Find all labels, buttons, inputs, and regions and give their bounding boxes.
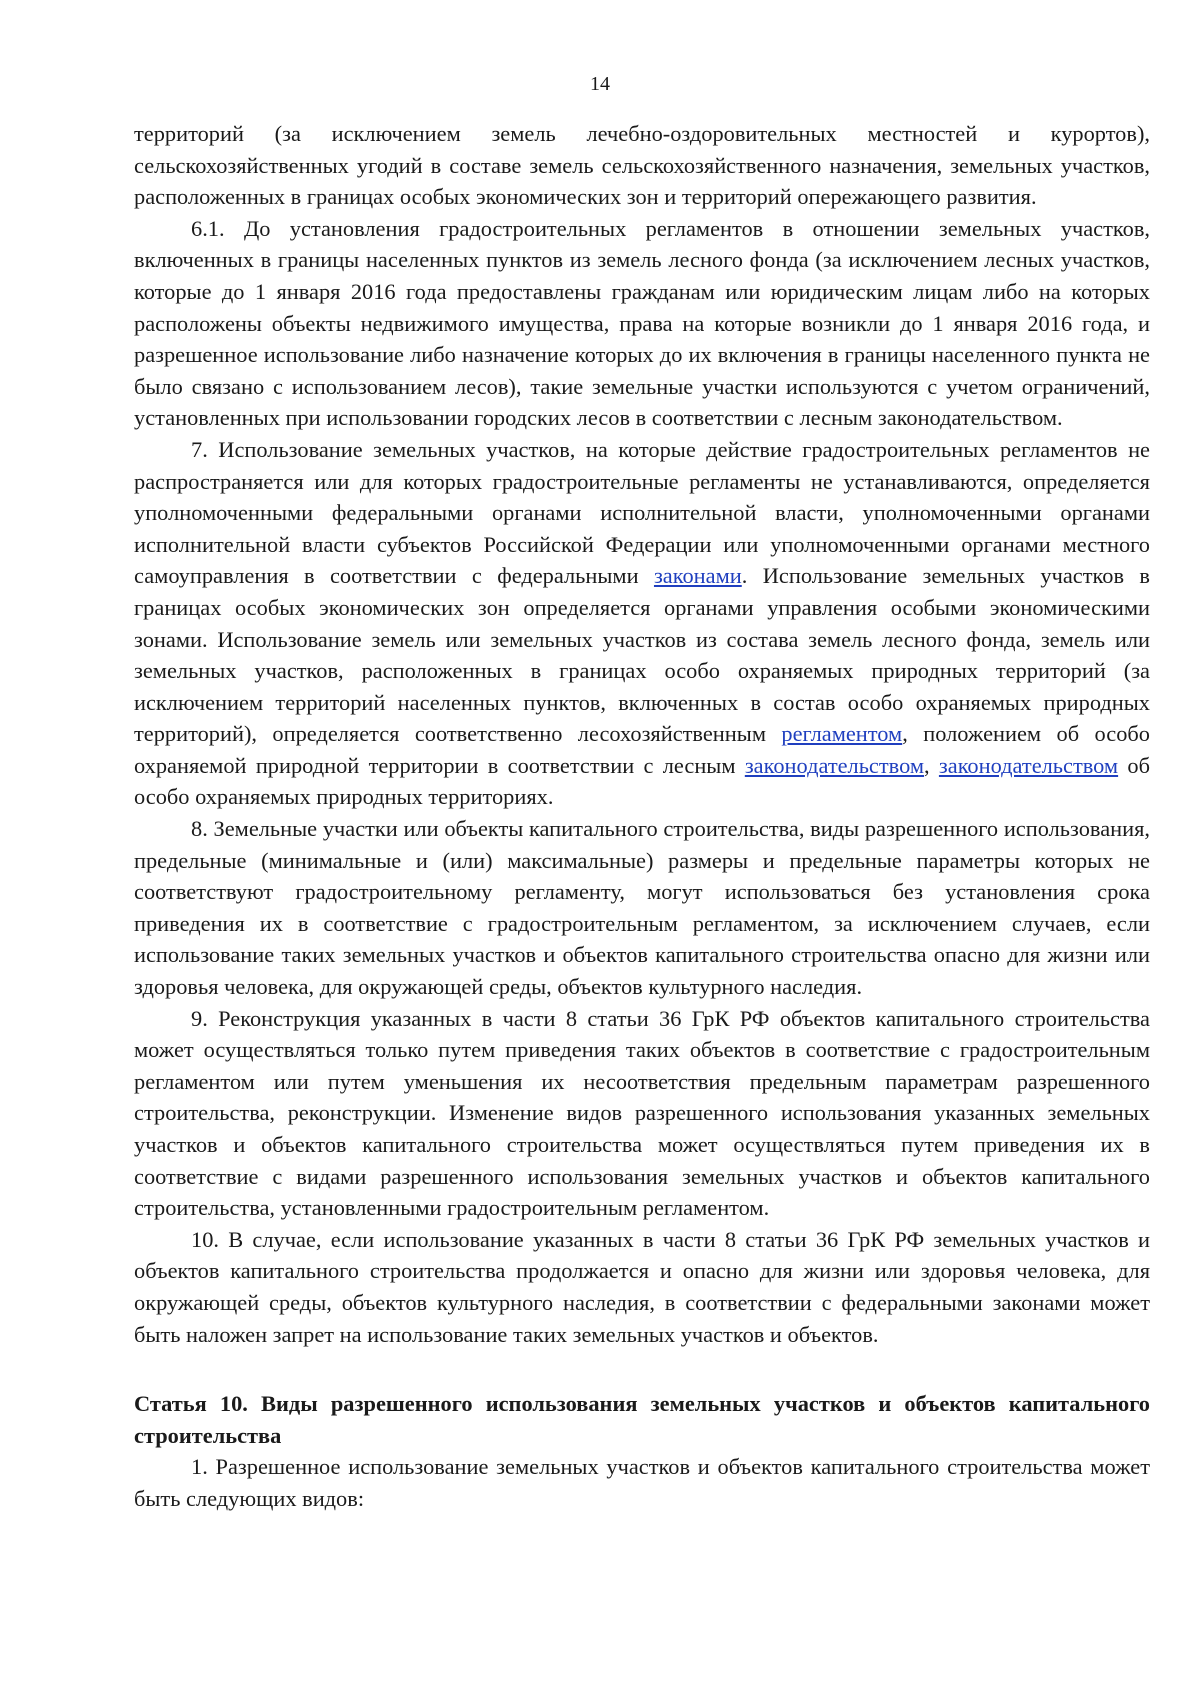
- article-10-paragraph-1: 1. Разрешенное использование земельных участков и объектов капитального строительства может быть следующих видов:: [134, 1454, 1150, 1511]
- paragraph-6-1: 6.1. До установления градостроительных регламентов в отношении земельных участков, включенных в границы населенных пунктов из земель лесного фонда (за исключением лесных участков, которые до 1 января 2016 года предоставлены гражданам или юридическим лицам либо на которых расположены объекты недвижимого имущества, права на которые возникли до 1 января 2016 года, и разрешенное использование либо назначение которых до их включения в границы населенного пункта не было связано с использованием лесов), такие земельные участки используются с учетом ограничений, установленных при использовании городских лесов в соответствии с лесным законодательством.: [134, 215, 1150, 431]
- paragraph-continuation: территорий (за исключением земель лечебно-оздоровительных местностей и курортов), сельскохозяйственных угодий в составе земель сельскохозяйственного назначения, земельных участков, расположенных в границах особых экономических зон и территорий опережающего развития.: [134, 121, 1150, 210]
- link-zakonami[interactable]: законами: [653, 563, 742, 589]
- link-reglamentom[interactable]: регламентом: [781, 721, 903, 747]
- paragraph-7-text-d: ,: [924, 752, 939, 778]
- link-lesnym-zakonodatelstvom[interactable]: законодательством: [744, 752, 925, 778]
- paragraph-10: 10. В случае, если использование указанных в части 8 статьи 36 ГрК РФ земельных участков и объектов капитального строительства продолжается и опасно для жизни или здоровья человека, для окружающей среды, объектов культурного наследия, в соответствии с федеральными законами может быть наложен запрет на использование таких земельных участков и объектов.: [134, 1226, 1150, 1347]
- paragraph-7-text-b: . Использование земельных участков в границах особых экономических зон определяется органами управления особыми экономическими зонами. Использование земель или земельных участков из состава земель лесного фонда, земель или земельных участков, расположенных в границах особо охраняемых природных территорий (за исключением территорий населенных пунктов, включенных в состав особо охраняемых природных территорий), определяется соответственно лесохозяйственным: [134, 563, 1150, 747]
- paragraph-8: 8. Земельные участки или объекты капитального строительства, виды разрешенного использования, предельные (минимальные и (или) максимальные) размеры и предельные параметры которых не соответствуют градостроительному регламенту, могут использоваться без установления срока приведения их в соответствие с градостроительным регламентом, за исключением случаев, если использование таких земельных участков и объектов капитального строительства опасно для жизни или здоровья человека, для окружающей среды, объектов культурного наследия.: [134, 816, 1150, 1000]
- link-zakonodatelstvom-oopt[interactable]: законодательством: [938, 752, 1119, 778]
- article-10-heading: Статья 10. Виды разрешенного использования земельных участков и объектов капитального строительства: [134, 1391, 1150, 1448]
- document-body: [134, 118, 1150, 1515]
- paragraph-7-text-e: об особо охраняемых природных территориях.: [134, 752, 1150, 810]
- paragraph-9: 9. Реконструкция указанных в части 8 статьи 36 ГрК РФ объектов капитального строительства может осуществляться только путем приведения таких объектов в соответствие с градостроительным регламентом или путем уменьшения их несоответствия предельным параметрам разрешенного строительства, реконструкции. Изменение видов разрешенного использования указанных земельных участков и объектов капитального строительства может осуществляться путем приведения их в соответствие с видами разрешенного использования земельных участков и объектов капитального строительства, установленными градостроительным регламентом.: [134, 1005, 1150, 1221]
- paragraph-7-text-a: 7. Использование земельных участков, на которые действие градостроительных регламентов не распространяется или для которых градостроительные регламенты не устанавливаются, определяется уполномоченными федеральными органами исполнительной власти, уполномоченными органами исполнительной власти субъектов Российской Федерации или уполномоченными органами местного самоуправления в соответствии с федеральными: [134, 436, 1150, 589]
- paragraph-7-text-c: , положением об особо охраняемой природной территории в соответствии с лесным: [134, 721, 1150, 778]
- page-number: 14: [590, 73, 610, 95]
- paragraph-7: [134, 434, 1150, 813]
